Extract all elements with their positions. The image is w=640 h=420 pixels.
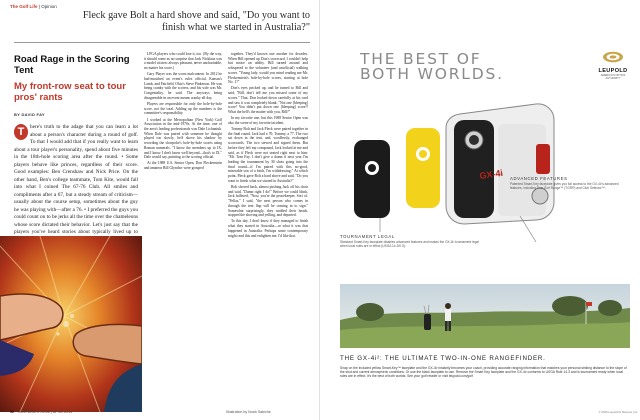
paragraph: Gary Player was the worst malcontent. In 2012 he bad-mouthed an event's rules official, Kansas's Lamb, and Fairfield, Ohio's Steve Pinkerton. He was being cranky with the scorers, and his wife was Mr. Congeniality, he said. The anyways being disagreeable in an event means cranky all day. xyxy=(144,72,222,100)
paragraph: together. They'd known one another for decades. When Bill opened up Don's scorecard, I couldn't help but notice an oddity. Bill turned around and whispered to the volunteer (and unofficial) walking scorer. "Young lady, would you mind reading me Mr. Fleckenstein's hole-by-hole scores, starting at hole No. 1?" xyxy=(228,52,308,85)
advanced-features-title: ADVANCED FEATURES xyxy=(510,176,568,181)
golf-course-photo xyxy=(340,284,630,348)
ad-fine-print: © 2015 Leupold & Stevens, Inc. xyxy=(598,410,638,414)
running-head-section: The Golf Life xyxy=(10,4,38,9)
body-column-3 xyxy=(228,52,308,240)
black-faceplate-icon xyxy=(354,140,390,218)
paragraph: LPGA players who could lose it, too. (By the way, it should come as no surprise that Jack Nicklaus was a model citizen: always pleasant, never uncharitable, no matter his score.) xyxy=(144,52,222,71)
headline-line-1: THE BEST OF xyxy=(360,50,482,68)
running-head xyxy=(10,4,57,9)
pull-quote: Fleck gave Bolt a hard shove and said, "Do you want to finish what we started in Australia?" xyxy=(82,10,310,33)
paragraph: Players are responsible for only the hole-by-hole score, not the total. Adding up the numbers is the committee's responsibility. xyxy=(144,102,222,116)
paragraph: I worked at the Metropolitan (New York) Golf Association in the mid-1970s. At the time, one of the area's leading professionals was Dale Lichaniuk. When Dale was paired with someone he thought played too slowly, he'd shove his shadow by recording the slowpoke's hole-by-hole scores using Roman numerals. "I know the members up to IX, and I know I don't know well beyond—that's to IX," Dale would say, pointing to the scoring official. xyxy=(144,117,222,160)
rangefinder-device-icon xyxy=(446,104,554,224)
illustration-credit: Illustration by Noah Sabiche xyxy=(226,410,271,414)
paragraph: Bolt shoved back, almost pushing Jack off his chair and said, "Damn right I do!" Before we could blink, Jack hollered, "Now, you're the peacekeeper, Sort of. "Fellas," I said, "the next person who comes in through the tent flap will be coming in to sign." Somewhat surprisingly, they nodded their heads, stopped the shoving and yelling, and departed. xyxy=(228,184,308,218)
leupold-gold-ring-icon xyxy=(602,51,624,63)
tournament-legal-callout xyxy=(340,234,480,248)
lead-text: here's truth to the adage that you can learn a lot about a person's character during a round of golf. To that I would add that if you really want to learn about a tour player's personality, spend about five minutes in the 18th-hole scoring area after the round. • Some players behave like princes, regardless of their score. Good examples: Ben Crenshaw and Nick Price. On the other hand, Ben's college teammate, Tom Kite, would fall into what I coined The 67-76 Club. All smiles and compliments after a 67, but a steady stream of criticism—usually about the course setup, sometimes about the guy he was playing with—after a 76. • I preferred the guys you could count on to be jerks all the time over the chameleons whose score dictated their behavior. Let's just say that the players you've heard stories about typically lived up to xyxy=(14,124,138,235)
header-rule xyxy=(14,42,310,43)
yellow-faceplate-icon xyxy=(406,128,440,208)
page-number: 92 xyxy=(10,410,14,414)
illustration-art xyxy=(0,236,142,412)
paragraph: In my favorite one, but this 1988 Senior Open was also the scene of my favorite incident. xyxy=(228,116,308,125)
paragraph: At the 1988 U.S. Senior Open, Don Fleckenstein and amateur Bill Glyndwr were grouped xyxy=(144,161,222,171)
byline: BY DAVID FAY xyxy=(14,112,45,117)
paragraph: Tommy Bolt and Jack Fleck were paired together in the final round. Jack had a 70; Tommy, a 77. The two sat down in the tent, and, wordlessly, exchanged scorecards. The two stewed and signed them. But before they left my compound, Jack looked at me and said, as if Fleck were not seated right next to him: "Mr. Tom Fay, I don't give a damn if next year I'm leading the tournament by 30 shots going into the final round—if I'm paired with this no-good, miserable son of a bitch, I'm withdrawing." At which point, Fleck gave Bolt a hard shove and said, "Do you want to finish what we started in Australia?" xyxy=(228,127,308,183)
paragraph: To this day, I don't know if they managed to finish what they started in Australia—or what it was that happened in Australia. Perhaps some contemporary might read this and enlighten me. I'd like that. xyxy=(228,219,308,238)
advanced-features-callout xyxy=(510,176,630,190)
ad-headline xyxy=(360,52,560,82)
body-column-2 xyxy=(144,52,222,172)
running-head-divider: | xyxy=(38,4,42,9)
footer-divider: | xyxy=(51,410,53,414)
article-subhead: My front-row seat to tour pros' rants xyxy=(14,81,126,103)
lead-paragraph xyxy=(14,124,138,244)
headline-line-2: BOTH WORLDS. xyxy=(360,65,504,83)
leupold-logo xyxy=(596,50,630,80)
shoving-hands-illustration xyxy=(0,236,142,412)
article-title: Road Rage in the Scoring Tent xyxy=(14,54,130,76)
drop-cap: T xyxy=(14,124,28,140)
tournament-legal-body: Standard Smart-Key faceplate disables advanced features and makes the GX-4i² tournament legal when local rules are in effect (USGA 14-3/0.5). xyxy=(340,240,479,249)
device-model-label: GX-4i xyxy=(478,167,504,181)
advertisement-page xyxy=(320,0,640,420)
running-head-sub: Opinion xyxy=(41,4,57,9)
logo-tagline: AMERICA'S OPTICS AUTHORITY xyxy=(600,74,626,80)
tournament-legal-title: TOURNAMENT LEGAL xyxy=(340,234,395,239)
product-headline: THE GX-4i²: THE ULTIMATE TWO-IN-ONE RANGEFINDER. xyxy=(340,355,546,362)
footer-issue: APRIL 2015 xyxy=(52,410,73,414)
paragraph: Don's eyes pricked up, and he turned to Bill and said, "Bill, don't tell me you missed some of my scores." That, Don looked down carefully at his card and saw it was completely blank. "Not one [bleeping] score! You didn't put down one [bleeping] score!! What the hell's the matter with you, Bill?" xyxy=(228,86,308,114)
product-body-copy: Snap on the included yellow Smart-Key™ faceplate and the GX-4i² instantly becomes your coach, providing accurate ranging information that matches your personal striking distance to the slope of the shot and current atmospheric conditions. Or use the black faceplate to use. Remove the Smart Key faceplate and the GX-4i² conforms to USGA Rule 14-3 and is tournament ready when local rules are in effect. It's the best of both worlds. See your golf retailer or visit leupold.com/golf xyxy=(340,366,627,379)
footer-site: GOLFDIGEST.COM xyxy=(18,410,51,414)
logo-wordmark: LEUPOLD xyxy=(598,68,628,74)
advanced-features-body: Patented Smart-Key faceplate gives you full access to the GX-4i²'s advanced features, including True Golf Range™ (TGR®) and Club Selector™. xyxy=(510,182,619,191)
